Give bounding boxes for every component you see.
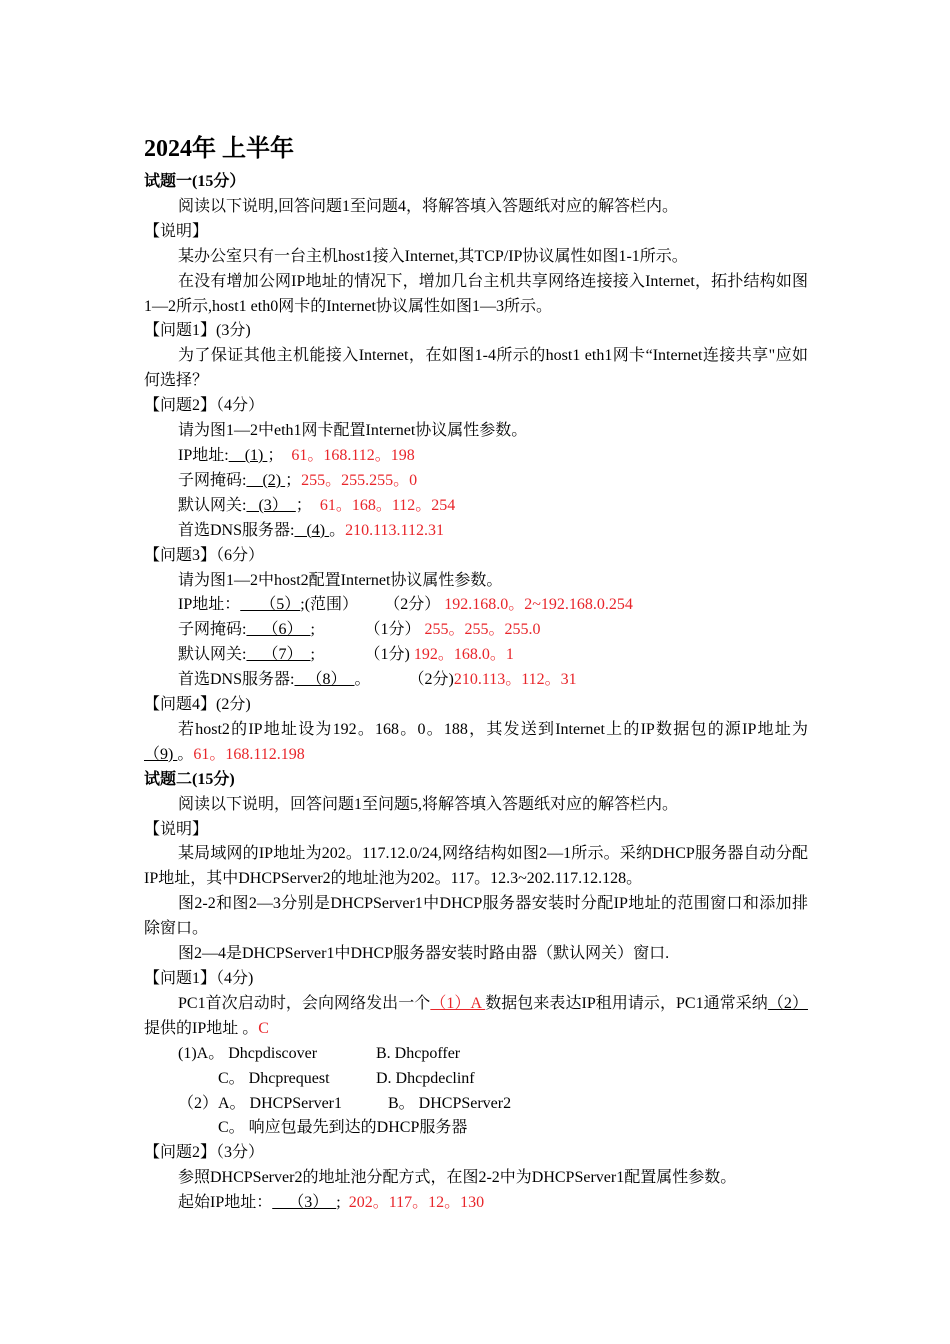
answer-blank: （3） [272, 1194, 337, 1212]
answer-blank: (1) [228, 446, 268, 464]
answer-text: C [258, 1019, 269, 1037]
q2-p2-row-start-ip [144, 1191, 808, 1216]
q2-header: 试题二(15分) [144, 770, 235, 788]
answer-blank: (4) [294, 521, 330, 539]
answer-text: 61。168.112.198 [193, 745, 305, 763]
row-sep: ; [310, 621, 315, 639]
row-score: （2分) [408, 671, 454, 689]
q1-p3-row-ip [144, 593, 808, 618]
q1-p4-text [144, 718, 808, 768]
p1-text-c: 提供的IP地址 。 [144, 1019, 259, 1037]
row-label: 默认网关: [178, 646, 247, 664]
answer-blank: （6） [246, 621, 311, 639]
document-page [144, 130, 808, 1216]
q1-desc1: 某办公室只有一台主机host1接入Internet,其TCP/IP协议属性如图1-1所示。 [178, 247, 688, 265]
row-sep: ； [267, 446, 292, 464]
row-label: 子网掩码: [178, 471, 247, 489]
option-2a: （2）A。 DHCPServer1 [178, 1094, 342, 1112]
q2-desc1: 某局域网的IP地址为202。117.12.0/24,网络结构如图2—1所示。采纳DHCP服务器自动分配IP地址，其中DHCPServer2的地址池为202。117。12.3~202.117.12.128。 [144, 845, 808, 888]
q1-p1-text: 为了保证其他主机能接入Internet，在如图1-4所示的host1 eth1网卡“Internet连接共享"应如何选择？ [144, 347, 808, 390]
q1-p2-text: 请为图1—2中eth1网卡配置Internet协议属性参数。 [178, 422, 528, 440]
row-sep: ; [310, 646, 315, 664]
answer-text: 61。168。112。254 [319, 496, 456, 514]
q2-options-row3 [144, 1092, 808, 1117]
option-2b: B。 DHCPServer2 [388, 1094, 512, 1112]
q1-intro: 阅读以下说明,回答问题1至问题4，将解答填入答题纸对应的解答栏内。 [178, 197, 679, 215]
option-2c: C。 响应包最先到达的DHCP服务器 [218, 1119, 468, 1137]
answer-blank: （5） [240, 596, 301, 614]
option-1a: (1)A。 Dhcpdiscover [178, 1044, 318, 1062]
answer-blank: (2) [246, 471, 286, 489]
option-1c: C。 Dhcprequest [218, 1069, 330, 1087]
q1-p3-row-dns [144, 668, 808, 693]
row-label: IP地址： [178, 596, 241, 614]
q1-p3-text: 请为图1—2中host2配置Internet协议属性参数。 [178, 571, 503, 589]
q2-options-row1 [144, 1042, 808, 1067]
row-sep: ; [336, 1194, 349, 1212]
document-title: 2024年 上半年 [144, 136, 294, 162]
row-score: （2分） [384, 596, 441, 614]
p4-question: 若host2的IP地址设为192。168。0。188，其发送到Internet上的IP数据包的源IP地址为 [178, 720, 808, 738]
q1-header: 试题一(15分） [144, 173, 246, 190]
row-label: IP地址: [178, 446, 229, 464]
q2-desc3: 图2—4是DHCPServer1中DHCP服务器安装时路由器（默认网关）窗口. [178, 945, 670, 963]
q1-p2-row-mask [144, 469, 808, 494]
q1-p3-row-gateway [144, 643, 808, 668]
option-1d: D. Dhcpdeclinf [376, 1069, 475, 1087]
q1-p1-label: 【问题1】(3分) [144, 322, 251, 340]
q2-desc-label: 【说明】 [144, 820, 209, 838]
row-label: 首选DNS服务器: [178, 521, 295, 539]
answer-blank-1: （1）A [430, 994, 486, 1012]
q1-p2-row-ip [144, 444, 808, 469]
q2-p1-label: 【问题1】（4分) [144, 970, 254, 987]
answer-text: 61。168.112。198 [291, 446, 415, 464]
answer-blank: （9) [144, 745, 178, 763]
p1-text-b: 数据包来表达IP租用请示，PC1通常采纳 [485, 994, 768, 1012]
row-label: 起始IP地址： [178, 1194, 273, 1212]
answer-text: 255。255.255。0 [301, 471, 418, 489]
answer-blank: （7） [246, 646, 311, 664]
q1-p4-label: 【问题4】(2分) [144, 696, 251, 714]
row-label: 子网掩码: [178, 621, 247, 639]
q2-options-row4 [144, 1116, 808, 1141]
row-sep: 。 [354, 671, 371, 689]
q1-p2-row-dns [144, 519, 808, 544]
q2-desc2: 图2-2和图2—3分别是DHCPServer1中DHCP服务器安装时分配IP地址的范围窗口和添加排除窗口。 [144, 895, 808, 938]
q2-options-row2 [144, 1067, 808, 1092]
answer-blank-2: （2） [767, 994, 808, 1012]
q2-p1-text [144, 992, 808, 1042]
answer-text: 202。117。12。130 [348, 1194, 485, 1212]
row-score: （1分) [364, 646, 410, 664]
answer-text: 192.168.0。2~192.168.0.254 [444, 596, 633, 614]
row-label: 默认网关: [178, 496, 247, 514]
q1-p2-label: 【问题2】（4分） [144, 397, 265, 415]
answer-text: 192。168.0。1 [413, 646, 514, 664]
row-score: （1分） [364, 621, 421, 639]
row-sep: ； [285, 471, 302, 489]
q2-p2-label: 【问题2】（3分） [144, 1144, 265, 1162]
answer-text: 255。255。255.0 [424, 621, 541, 639]
p1-text-a: PC1首次启动时，会向网络发出一个 [178, 994, 431, 1012]
answer-blank: （8） [294, 671, 355, 689]
q1-desc-label: 【说明】 [144, 222, 209, 240]
q2-intro: 阅读以下说明，回答问题1至问题5,将解答填入答题纸对应的解答栏内。 [178, 795, 679, 813]
answer-text: 210.113.112.31 [345, 521, 444, 539]
row-sep: ;(范围） [300, 596, 359, 614]
q1-p3-row-mask [144, 618, 808, 643]
q1-p3-label: 【问题3】（6分） [144, 546, 265, 564]
option-1b: B. Dhcpoffer [376, 1044, 461, 1062]
row-sep: ； [295, 496, 320, 514]
q2-p2-text: 参照DHCPServer2的地址池分配方式，在图2-2中为DHCPServer1配置属性参数。 [178, 1169, 737, 1187]
p4-sep: 。 [177, 745, 194, 763]
q1-p2-row-gateway [144, 494, 808, 519]
answer-text: 210.113。112。31 [453, 671, 577, 689]
answer-blank: (3） [246, 496, 296, 514]
row-sep: 。 [329, 521, 346, 539]
q1-desc2: 在没有增加公网IP地址的情况下，增加几台主机共享网络连接接入Internet，拓扑结构如图1—2所示,host1 eth0网卡的Internet协议属性如图1—3所示。 [144, 272, 808, 315]
row-label: 首选DNS服务器: [178, 671, 295, 689]
